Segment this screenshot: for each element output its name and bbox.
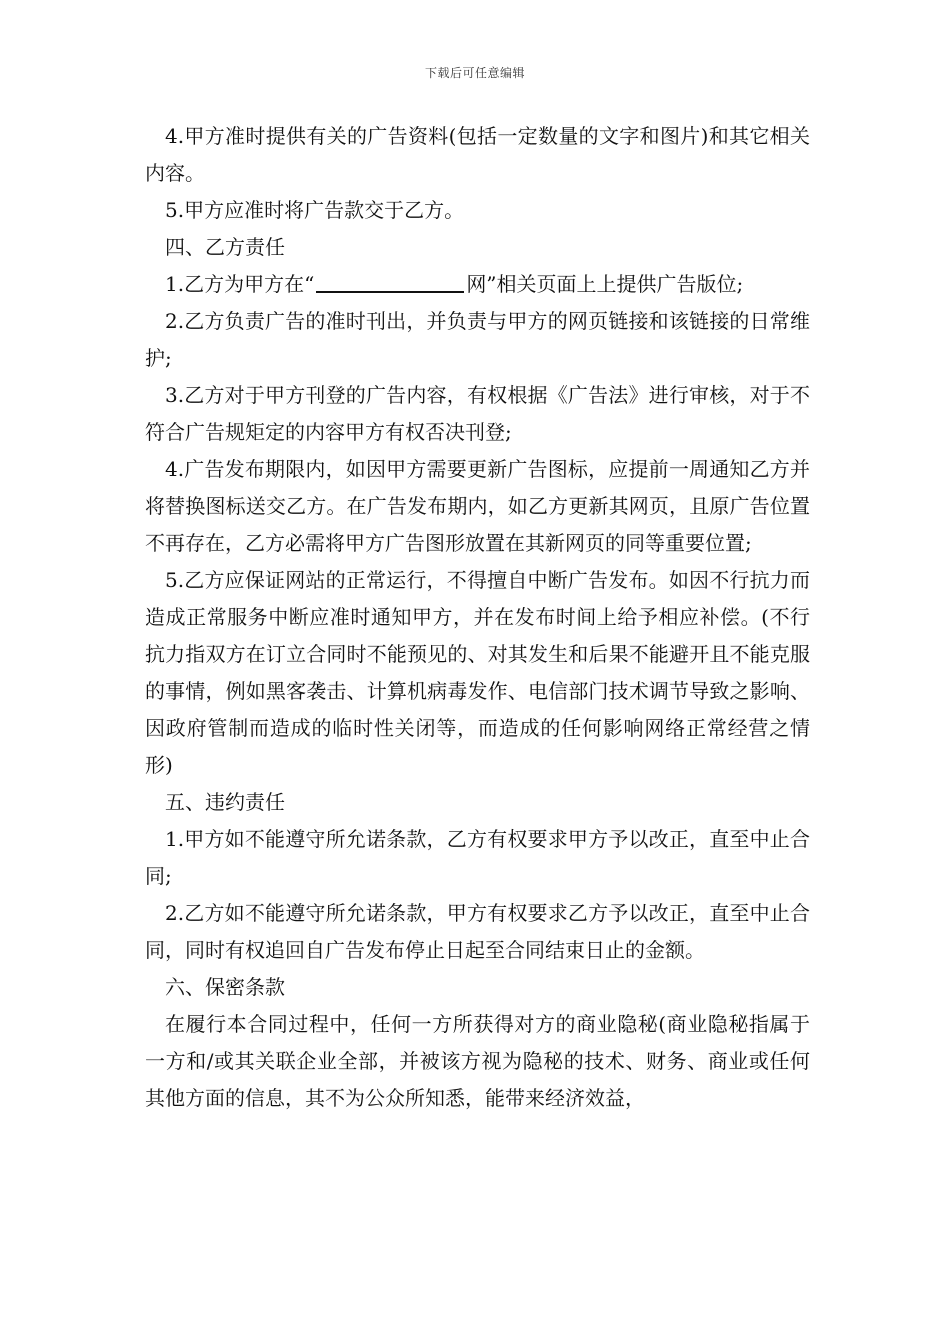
clause-party-b-3: 3.乙方对于甲方刊登的广告内容，有权根据《广告法》进行审核，对于不符合广告规矩定的内容甲方有权否决刊登; — [145, 383, 810, 444]
clause-party-b-2: 2.乙方负责广告的准时刊出，并负责与甲方的网页链接和该链接的日常维护; — [145, 309, 810, 370]
section-heading-confidentiality: 六、保密条款 — [165, 975, 285, 999]
section-heading-breach: 五、违约责任 — [165, 790, 285, 814]
clause-confidentiality: 在履行本合同过程中，任何一方所获得对方的商业隐秘(商业隐秘指属于一方和/或其关联企业全部，并被该方视为隐秘的技术、财务、商业或任何其他方面的信息，其不为公众所知悉，能带来经济效益， — [145, 1012, 810, 1110]
document-body — [145, 118, 810, 1117]
section-heading-party-b-duties: 四、乙方责任 — [165, 235, 285, 259]
clause-party-b-4: 4.广告发布期限内，如因甲方需要更新广告图标，应提前一周通知乙方并将替换图标送交乙方。在广告发布期内，如乙方更新其网页，且原广告位置不再存在，乙方必需将甲方广告图形放置在其新网页的同等重要位置; — [145, 457, 810, 555]
clause-party-a-5: 5.甲方应准时将广告款交于乙方。 — [165, 198, 465, 222]
fill-in-blank — [316, 269, 464, 293]
clause-party-b-5: 5.乙方应保证网站的正常运行，不得擅自中断广告发布。如因不行抗力而造成正常服务中断应准时通知甲方，并在发布时间上给予相应补偿。(不行抗力指双方在订立合同时不能预见的、对其发生和后果不能避开且不能克服的事情，例如黑客袭击、计算机病毒发作、电信部门技术调节导致之影响、因政府管制而造成的临时性关闭等，而造成的任何影响网络正常经营之情形) — [145, 568, 810, 777]
clause-party-b-1-before: 1.乙方为甲方在“ — [165, 272, 315, 296]
clause-party-b-1 — [145, 266, 810, 303]
clause-breach-1: 1.甲方如不能遵守所允诺条款，乙方有权要求甲方予以改正，直至中止合同; — [145, 827, 810, 888]
page-header: 下载后可任意编辑 — [424, 66, 525, 80]
clause-breach-2: 2.乙方如不能遵守所允诺条款，甲方有权要求乙方予以改正，直至中止合同，同时有权追回自广告发布停止日起至合同结束日止的金额。 — [145, 901, 810, 962]
clause-party-b-1-after: 网”相关页面上上提供广告版位; — [466, 272, 744, 296]
clause-party-a-4: 4.甲方准时提供有关的广告资料(包括一定数量的文字和图片)和其它相关内容。 — [145, 124, 810, 185]
